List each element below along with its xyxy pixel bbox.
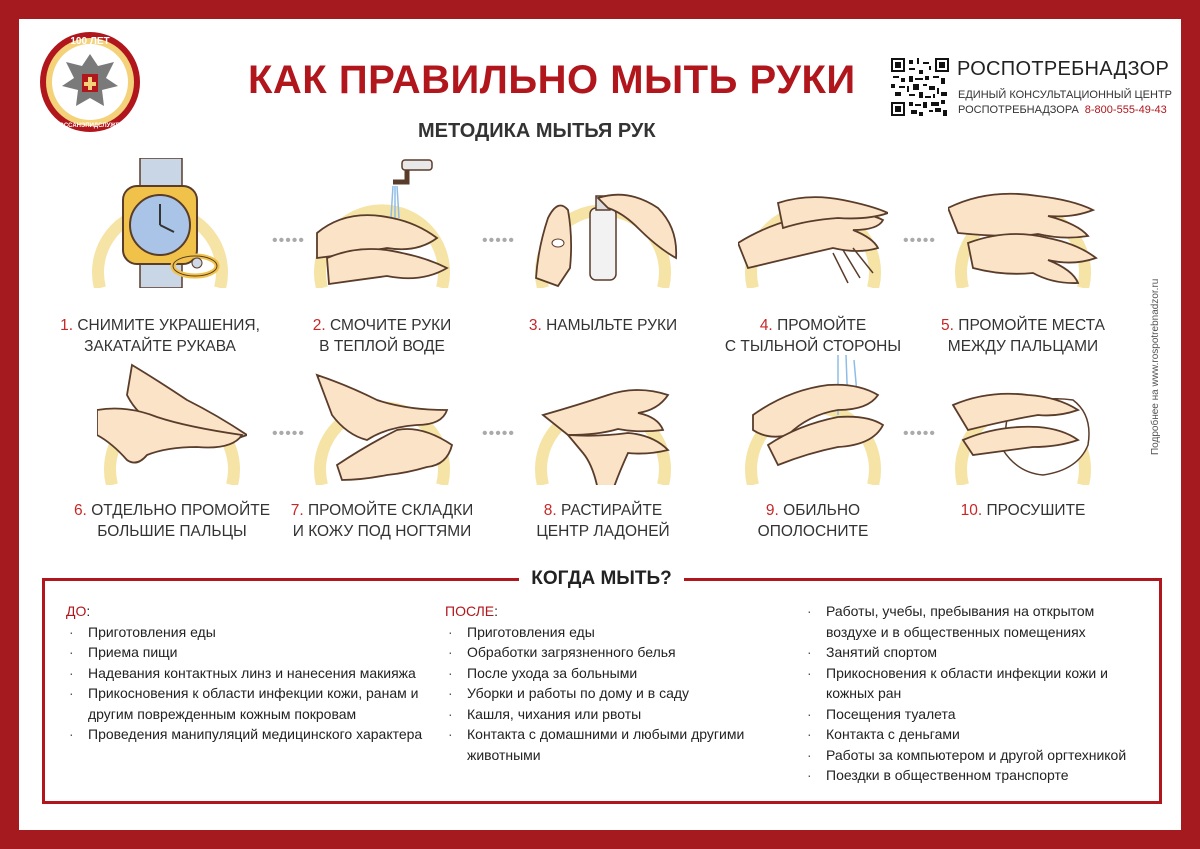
list-item: · Надевания контактных линз и нанесения макияжа <box>66 663 426 684</box>
website-link[interactable]: Подробнее на www.rospotrebnadzor.ru <box>1150 278 1161 455</box>
after-list-continued <box>804 601 1144 786</box>
divider <box>684 578 1162 581</box>
before-list <box>66 622 426 745</box>
step-text-line1: ПРОМОЙТЕ <box>777 317 867 334</box>
step-connector-dots: ••••• <box>482 425 516 442</box>
step-text-line2: МЕЖДУ ПАЛЬЦАМИ <box>947 338 1099 355</box>
step-number: 8. <box>543 502 557 519</box>
list-item: · Приготовления еды <box>445 622 785 643</box>
step-number: 1. <box>60 317 74 334</box>
org-description-line2 <box>958 104 1167 116</box>
list-item: · Посещения туалета <box>804 704 1144 725</box>
qr-code-icon[interactable] <box>891 58 949 116</box>
heading-colon: : <box>86 603 91 619</box>
list-item: · Приготовления еды <box>66 622 426 643</box>
step-text-line2: БОЛЬШИЕ ПАЛЬЦЫ <box>97 523 247 540</box>
step-connector-dots: ••••• <box>482 232 516 249</box>
step-connector-dots: ••••• <box>903 425 937 442</box>
org-description-name: РОСПОТРЕБНАДЗОРА <box>958 104 1079 116</box>
list-item: · Контакта с домашними и любыми другими животными <box>445 724 785 765</box>
step-text-line1: СНИМИТЕ УКРАШЕНИЯ, <box>77 317 260 334</box>
step-text-line1: СМОЧИТЕ РУКИ <box>330 317 452 334</box>
before-column <box>66 601 426 745</box>
org-name: РОСПОТРЕБНАДЗОР <box>957 58 1170 80</box>
step-caption <box>503 315 703 336</box>
step-text-line2: ЗАКАТАЙТЕ РУКАВА <box>84 338 236 355</box>
step-connector-dots: ••••• <box>272 232 306 249</box>
step-number: 3. <box>528 317 542 334</box>
step-caption <box>282 500 482 542</box>
list-item: · Работы за компьютером и другой оргтехникой <box>804 745 1144 766</box>
step-text-line2: ЦЕНТР ЛАДОНЕЙ <box>536 523 670 540</box>
after-list <box>445 622 785 766</box>
rospotrebnadzor-emblem-logo <box>38 30 142 134</box>
step-caption <box>282 315 482 357</box>
after-column <box>445 601 785 765</box>
step-number: 5. <box>941 317 954 334</box>
list-item: · Уборки и работы по дому и в саду <box>445 683 785 704</box>
step-text-line2: И КОЖУ ПОД НОГТЯМИ <box>292 523 472 540</box>
step-text-line1: ОТДЕЛЬНО ПРОМОЙТЕ <box>91 502 271 519</box>
step-text-line1: НАМЫЛЬТЕ РУКИ <box>546 317 678 334</box>
list-item: · Контакта с деньгами <box>804 724 1144 745</box>
org-phone[interactable]: 8-800-555-49-43 <box>1084 104 1167 116</box>
list-item: · Прикосновения к области инфекции кожи и кожных ран <box>804 663 1144 704</box>
step-text-line1: ПРОМОЙТЕ МЕСТА <box>958 317 1105 334</box>
list-item: · Кашля, чихания или рвоты <box>445 704 785 725</box>
after-heading: ПОСЛЕ <box>445 603 495 619</box>
step-number: 6. <box>73 502 87 519</box>
step-connector-dots: ••••• <box>903 232 937 249</box>
step-caption <box>923 315 1123 357</box>
step-number: 10. <box>960 502 983 519</box>
list-item: · После ухода за больными <box>445 663 785 684</box>
step-number: 9. <box>765 502 779 519</box>
list-item: · Приема пищи <box>66 642 426 663</box>
poster-subtitle: МЕТОДИКА МЫТЬЯ РУК <box>418 120 656 142</box>
interlaced-fingers-illustration <box>948 158 1098 288</box>
list-item: · Проведения манипуляций медицинского характера <box>66 724 426 745</box>
org-description: ЕДИНЫЙ КОНСУЛЬТАЦИОННЫЙ ЦЕНТР <box>958 89 1173 101</box>
watch-rings-illustration <box>85 158 235 288</box>
step-caption <box>713 315 913 357</box>
after-column-continued <box>804 601 1144 786</box>
step-caption <box>713 500 913 542</box>
faucet-wet-hands-illustration <box>307 158 457 288</box>
list-item: · Работы, учебы, пребывания на открытом воздухе и в общественных помещениях <box>804 601 1144 642</box>
list-item: · Обработки загрязненного белья <box>445 642 785 663</box>
step-caption <box>60 315 260 357</box>
logo-text-bottom: ГОССАНЭПИДСЛУЖБА <box>55 123 125 129</box>
heading-colon: : <box>494 603 499 619</box>
list-item: · Прикосновения к области инфекции кожи, ранам и другим поврежденным кожным покровам <box>66 683 426 724</box>
soap-dispenser-hands-illustration <box>528 158 678 288</box>
step-connector-dots: ••••• <box>272 425 306 442</box>
step-text-line2: В ТЕПЛОЙ ВОДЕ <box>319 338 445 355</box>
step-text-line2: С ТЫЛЬНОЙ СТОРОНЫ <box>724 338 902 355</box>
step-text-line1: ПРОСУШИТЕ <box>986 502 1086 519</box>
palm-rub-illustration <box>528 355 678 485</box>
before-heading: ДО <box>66 603 87 619</box>
step-number: 2. <box>312 317 326 334</box>
back-of-hands-illustration <box>738 158 888 288</box>
thumbs-washing-illustration <box>97 355 247 485</box>
step-text-line1: ПРОМОЙТЕ СКЛАДКИ <box>307 502 474 519</box>
poster-title: КАК ПРАВИЛЬНО МЫТЬ РУКИ <box>248 58 856 102</box>
step-number: 7. <box>290 502 304 519</box>
towel-dry-illustration <box>948 355 1098 485</box>
list-item: · Поездки в общественном транспорте <box>804 765 1144 786</box>
divider <box>42 578 519 581</box>
list-item: · Занятий спортом <box>804 642 1144 663</box>
step-caption <box>923 500 1123 521</box>
step-text-line1: РАСТИРАЙТЕ <box>561 502 663 519</box>
rinse-hands-illustration <box>738 355 888 485</box>
fingertips-scrub-illustration <box>307 355 457 485</box>
logo-text-top: 100 ЛЕТ <box>70 36 110 47</box>
step-caption <box>503 500 703 542</box>
when-to-wash-title: КОГДА МЫТЬ? <box>531 568 672 589</box>
step-caption <box>72 500 272 542</box>
step-text-line1: ОБИЛЬНО ОПОЛОСНИТЕ <box>757 502 869 540</box>
step-number: 4. <box>759 317 773 334</box>
